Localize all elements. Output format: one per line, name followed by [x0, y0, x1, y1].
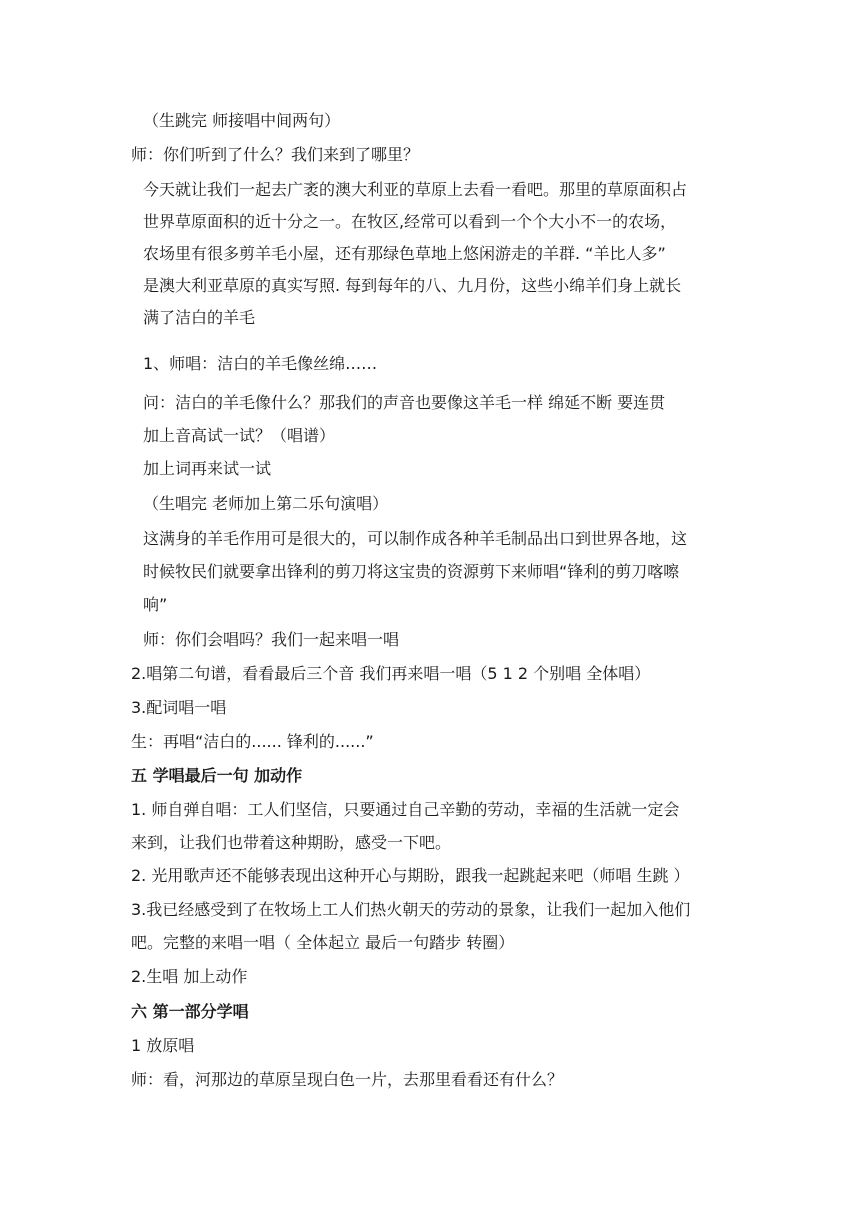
text-line: 1、师唱：洁白的羊毛像丝绵……	[143, 354, 378, 373]
text-line: 2.唱第二句谱，看看最后三个音 我们再来唱一唱（5 1 2 个别唱 全体唱）	[131, 664, 651, 683]
text-line: 今天就让我们一起去广袤的澳大利亚的草原上去看一看吧。那里的草原面积占	[143, 180, 688, 199]
text-line: 师：看，河那边的草原呈现白色一片，去那里看看还有什么？	[131, 1070, 564, 1089]
text-line: 时候牧民们就要拿出锋利的剪刀将这宝贵的资源剪下来师唱“锋利的剪刀喀嚓	[143, 562, 680, 581]
text-line: 响”	[143, 595, 168, 614]
text-line: 3.我已经感受到了在牧场上工人们热火朝天的劳动的景象，让我们一起加入他们	[131, 900, 691, 919]
text-line: 问：洁白的羊毛像什么？那我们的声音也要像这羊毛一样 绵延不断 要连贯	[143, 393, 666, 412]
section-heading: 六 第一部分学唱	[131, 1002, 249, 1021]
text-line: （生唱完 老师加上第二乐句演唱）	[143, 494, 389, 513]
text-line: 加上音高试一试？（唱谱）	[143, 426, 336, 445]
text-line: 1 放原唱	[131, 1036, 195, 1055]
text-line: 加上词再来试一试	[143, 459, 272, 478]
text-line: 师：你们听到了什么？我们来到了哪里？	[131, 145, 420, 164]
section-heading: 五 学唱最后一句 加动作	[131, 766, 303, 785]
text-line: 1. 师自弹自唱：工人们坚信，只要通过自己辛勤的劳动，幸福的生活就一定会	[131, 800, 680, 819]
text-line: 是澳大利亚草原的真实写照. 每到每年的八、九月份，这些小绵羊们身上就长	[143, 276, 682, 295]
text-line: 农场里有很多剪羊毛小屋，还有那绿色草地上悠闲游走的羊群. “羊比人多”	[143, 244, 666, 263]
text-line: 2. 光用歌声还不能够表现出这种开心与期盼，跟我一起跳起来吧（师唱 生跳 ）	[131, 866, 690, 885]
text-line: 吧。完整的来唱一唱（ 全体起立 最后一句踏步 转圈）	[131, 933, 515, 952]
text-line: 生：再唱“洁白的...... 锋利的......”	[131, 732, 374, 751]
text-line: 3.配词唱一唱	[131, 698, 227, 717]
text-line: 这满身的羊毛作用可是很大的，可以制作成各种羊毛制品出口到世界各地，这	[143, 529, 688, 548]
text-line: 世界草原面积的近十分之一。在牧区,经常可以看到一个个大小不一的农场，	[143, 212, 677, 231]
text-line: 满了洁白的羊毛	[143, 308, 256, 327]
text-line: （生跳完 师接唱中间两句）	[143, 111, 341, 130]
text-line: 2.生唱 加上动作	[131, 967, 248, 986]
text-line: 师：你们会唱吗？我们一起来唱一唱	[143, 630, 400, 649]
text-line: 来到，让我们也带着这种期盼，感受一下吧。	[131, 833, 452, 852]
